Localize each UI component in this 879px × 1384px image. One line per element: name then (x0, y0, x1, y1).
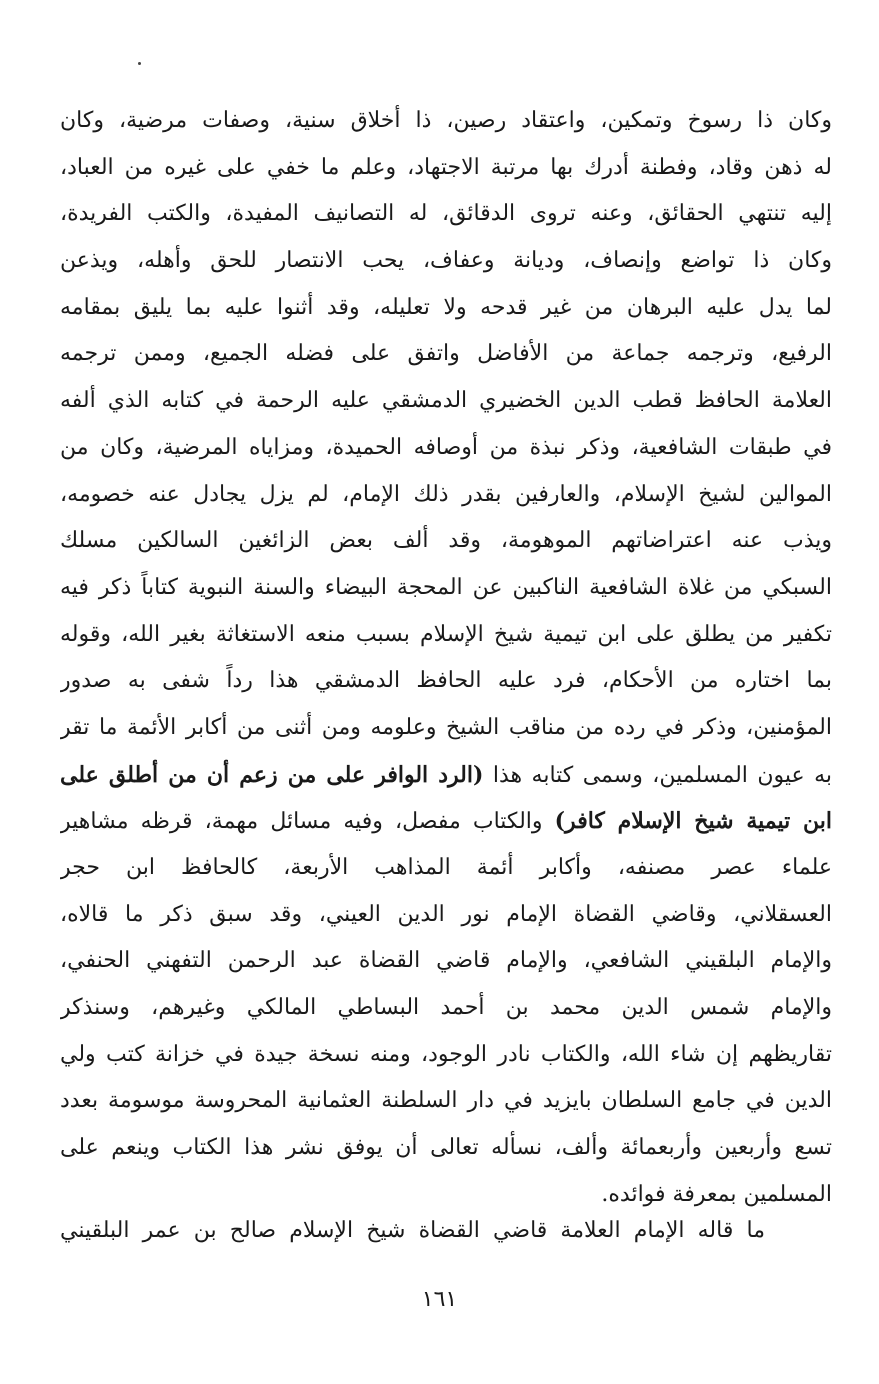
text-line: والإمام البلقيني الشافعي، والإمام قاضي القضاة عبد الرحمن التفهني الحنفي، (60, 948, 832, 974)
text-line: الموالين لشيخ الإسلام، والعارفين بقدر ذلك الإمام، لم يزل يجادل عنه خصومه، (60, 481, 832, 507)
text-line: المؤمنين، وذكر في رده من مناقب الشيخ وعلومه ومن أثنى من أكابر الأئمة ما تقر (60, 714, 832, 740)
text-line: لما يدل عليه البرهان من غير قدحه ولا تعليله، وقد أثنوا عليه بما يليق بمقامه (60, 294, 832, 320)
text-line (60, 752, 832, 799)
text-line: تقاريظهم إن شاء الله، والكتاب نادر الوجود، ومنه نسخة جيدة في خزانة كتب ولي (60, 1041, 832, 1067)
text-line: السبكي من غلاة الشافعية الناكبين عن المحجة البيضاء والسنة النبوية كتاباً ذكر فيه (60, 574, 832, 600)
text-line: تكفير من يطلق على ابن تيمية شيخ الإسلام بسبب منعه الاستغاثة بغير الله، وقوله (60, 621, 832, 647)
text-line: ويذب عنه اعتراضاتهم الموهومة، وقد ألف بعض الزائغين السالكين مسلك (60, 528, 832, 554)
page-number: ١٦١ (421, 1287, 458, 1312)
text-line: في طبقات الشافعية، وذكر نبذة من أوصافه الحميدة، ومزاياه المرضية، وكان من (60, 434, 832, 460)
text-line: له ذهن وقاد، وفطنة أدرك بها مرتبة الاجتهاد، وعلم ما خفي على غيره من العباد، (60, 154, 832, 180)
book-title-bold: ابن تيمية شيخ الإسلام كافر) (554, 808, 832, 835)
text-line: والإمام شمس الدين محمد بن أحمد البساطي المالكي وغيرهم، وسنذكر (60, 995, 832, 1021)
stray-dot (138, 62, 141, 65)
section-heading: ما قاله الإمام العلامة قاضي القضاة شيخ الإسلام صالح بن عمر البلقيني (60, 1218, 765, 1243)
text-line: علماء عصر مصنفه، وأكابر أئمة المذاهب الأربعة، كالحافظ ابن حجر (60, 855, 832, 880)
text-line: المسلمين بمعرفة فوائده. (601, 1181, 832, 1207)
line-text: به عيون المسلمين، وسمى كتابه هذا (483, 762, 832, 788)
line-text: والكتاب مفصل، وفيه مسائل مهمة، قرظه مشاهير (60, 809, 555, 835)
text-line: الدين في جامع السلطان بايزيد في دار السلطنة العثمانية المحروسة موسومة بعدد (60, 1088, 832, 1114)
text-line (60, 798, 832, 845)
body-paragraph (60, 98, 832, 1219)
text-line: الرفيع، وترجمه جماعة من الأفاضل واتفق على فضله الجميع، وممن ترجمه (60, 341, 832, 367)
text-line: بما اختاره من الأحكام، فرد عليه الحافظ الدمشقي هذا رداً شفى به صدور (60, 668, 832, 694)
text-line: وكان ذا رسوخ وتمكين، واعتقاد رصين، ذا أخلاق سنية، وصفات مرضية، وكان (60, 108, 832, 133)
book-title-bold: (الرد الوافر على من زعم أن من أطلق على (60, 761, 484, 788)
text-line: العلامة الحافظ قطب الدين الخضيري الدمشقي عليه الرحمة في كتابه الذي ألفه (60, 388, 832, 414)
text-line: العسقلاني، وقاضي القضاة الإمام نور الدين العيني، وقد سبق ذكر ما قالاه، (60, 901, 832, 927)
text-line: تسع وأربعين وأربعمائة وألف، نسأله تعالى أن يوفق نشر هذا الكتاب وينعم على (60, 1135, 832, 1161)
text-line: وكان ذا تواضع وإنصاف، وديانة وعفاف، يحب الانتصار للحق وأهله، ويذعن (60, 248, 832, 274)
text-line: إليه تنتهي الحقائق، وعنه تروى الدقائق، له التصانيف المفيدة، والكتب الفريدة، (60, 201, 832, 227)
